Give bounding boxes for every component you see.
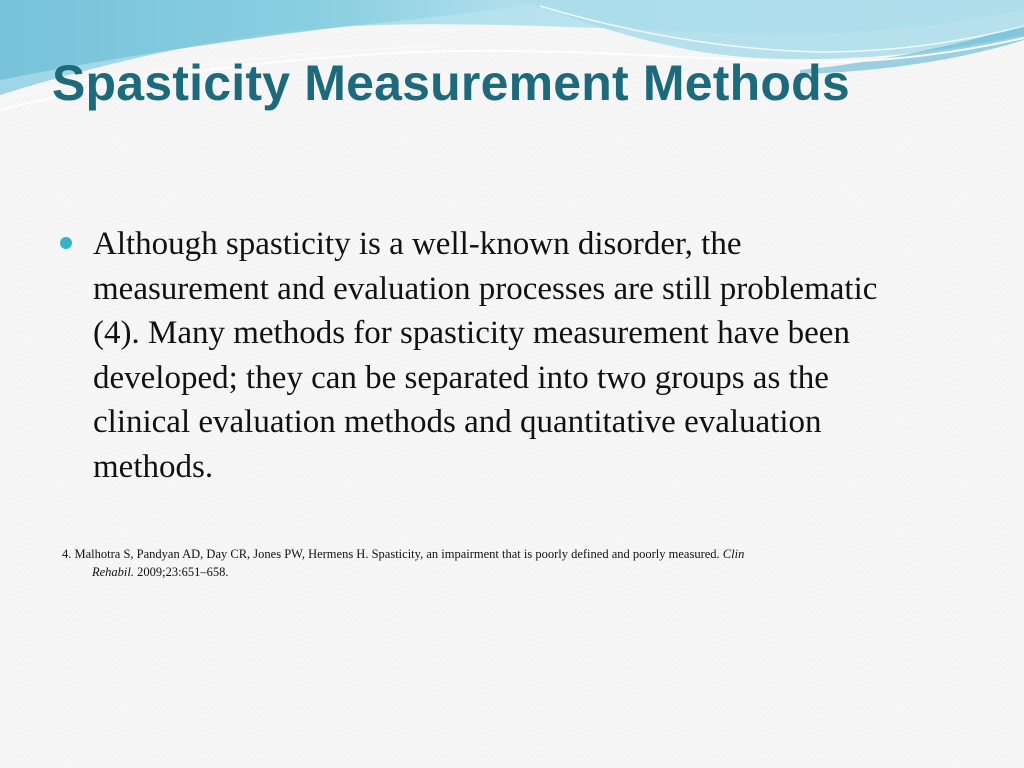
bullet-text: Although spasticity is a well-known disorder, the measurement and evaluation processes are still problematic (4). Many methods for spasticity measurement have been developed; they can be separated into two groups as the clinical evaluation methods and quantitative evaluation methods. — [93, 226, 878, 485]
bullet-dot-icon — [60, 237, 72, 249]
reference-citation — [62, 545, 922, 581]
reference-journal-part1: Clin — [722, 547, 745, 561]
reference-main-text: 4. Malhotra S, Pandyan AD, Day CR, Jones PW, Hermens H. Spasticity, an impairment that is poorly defined and poorly measured. — [62, 547, 723, 561]
bullet-item — [60, 222, 960, 489]
reference-details: 2009;23:651–658. — [134, 565, 229, 579]
slide-title: Spasticity Measurement Methods — [52, 55, 850, 111]
reference-journal-part2: Rehabil. — [92, 565, 135, 579]
bullet-list — [60, 222, 960, 489]
